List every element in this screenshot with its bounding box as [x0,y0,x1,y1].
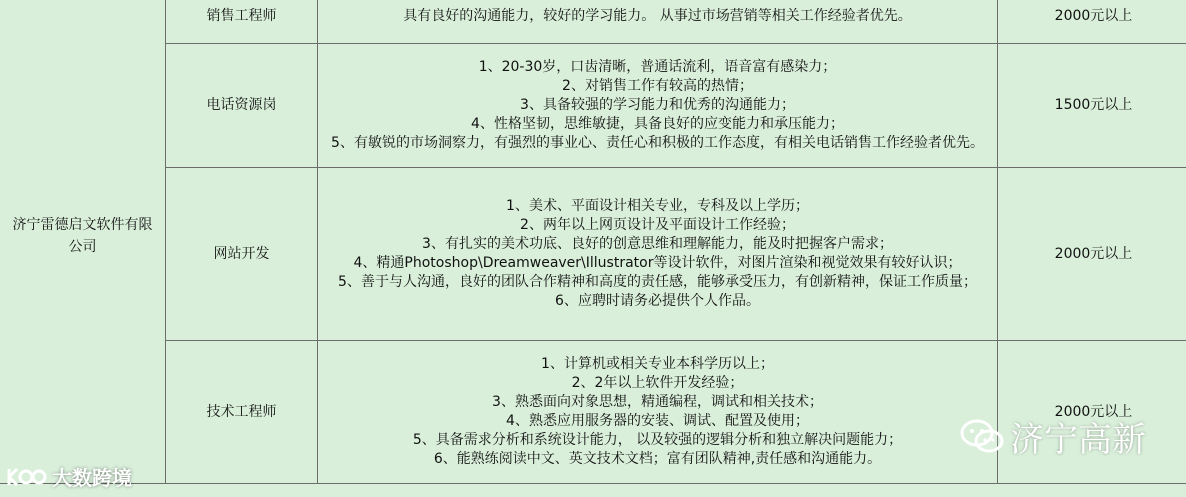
table-row [0,341,1186,484]
requirement-line: 4、性格坚韧，思维敏捷，具备良好的应变能力和承压能力； [471,116,844,132]
requirement-line: 4、精通Photoshop\Dreamweaver\Illustrator等设计软件，对图片渲染和视觉效果有较好认识； [353,255,962,271]
requirement-line: 1、美术、平面设计相关专业，专科及以上学历； [506,198,809,214]
job-salary: 2000元以上 [998,341,1186,484]
job-salary: 2000元以上 [998,168,1186,341]
requirement-line: 1、计算机或相关专业本科学历以上； [541,356,774,372]
job-title: 销售工程师 [166,0,318,44]
requirement-line: 5、善于与人沟通，良好的团队合作精神和高度的责任感，能够承受压力，有创新精神，保证工作质量； [338,274,977,290]
company-name [0,0,166,484]
requirement-line: 具有良好的沟通能力，较好的学习能力。 从事过市场营销等相关工作经验者优先。 [403,7,912,24]
requirement-line: 4、熟悉应用服务器的安装、调试、配置及使用； [506,413,809,429]
job-title: 网站开发 [166,168,318,341]
job-requirements [318,341,998,484]
requirement-line: 1、20-30岁，口齿清晰，普通话流利，语音富有感染力； [478,59,837,75]
job-requirements [318,0,998,44]
requirement-line: 6、应聘时请务必提供个人作品。 [555,293,760,309]
requirement-line: 2、对销售工作有较高的热情； [562,78,753,94]
job-title: 电话资源岗 [166,44,318,168]
requirement-line: 5、具备需求分析和系统设计能力， 以及较强的逻辑分析和独立解决问题能力； [412,432,903,448]
job-requirements [318,168,998,341]
requirement-line: 2、两年以上网页设计及平面设计工作经验； [520,217,795,233]
table-row [0,44,1186,168]
watermark-right-text: 济宁高新 [1010,420,1146,460]
requirement-line: 5、有敏锐的市场洞察力，有强烈的事业心、责任心和积极的工作态度，有相关电话销售工作经验者优先。 [331,135,984,151]
requirement-line: 6、能熟练阅读中文、英文技术文档；富有团队精神,责任感和沟通能力。 [433,451,882,467]
table-row [0,0,1186,44]
requirement-line: 3、具备较强的学习能力和优秀的沟通能力； [520,97,795,113]
requirement-line: 3、有扎实的美术功底、良好的创意思维和理解能力，能及时把握客户需求； [422,236,893,252]
job-title: 技术工程师 [166,341,318,484]
watermark-left-text: 大数跨境 [52,466,132,490]
job-salary: 1500元以上 [998,44,1186,168]
company-name-text: 济宁雷德启文软件有限公司 [12,217,153,255]
job-salary: 2000元以上 [998,0,1186,44]
requirement-line: 2、2年以上软件开发经验； [571,375,744,391]
requirement-line: 3、熟悉面向对象思想，精通编程，调试和相关技术； [492,394,823,410]
table-row [0,168,1186,341]
job-requirements [318,44,998,168]
